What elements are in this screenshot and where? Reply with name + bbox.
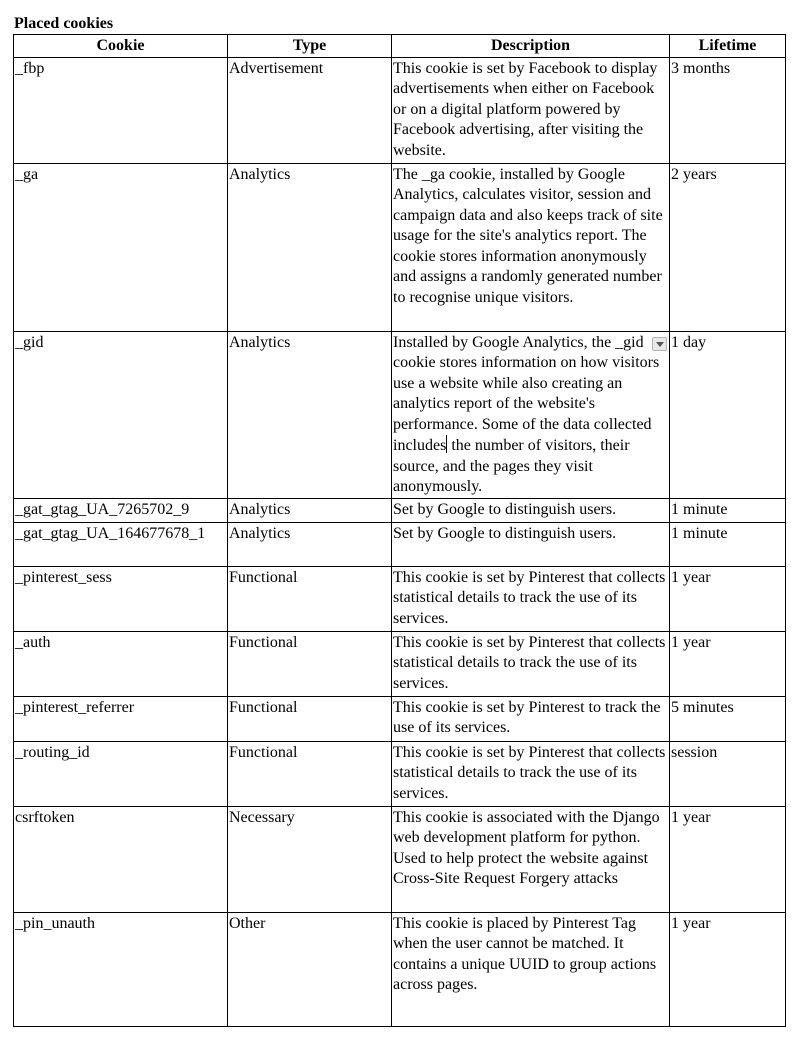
cookie-description: This cookie is placed by Pinterest Tag when the user cannot be matched. It contains a unique UUID to group actions across pages. (392, 912, 670, 1026)
cookie-lifetime: 1 year (670, 806, 786, 912)
cookie-description: The _ga cookie, installed by Google Analytics, calculates visitor, session and campaign data and also keeps track of site usage for the site's analytics report. The cookie stores information anonymously and assigns a randomly generated number to recognise unique visitors. (392, 163, 670, 331)
cookie-type: Advertisement (228, 57, 392, 163)
cookie-name: _gid (14, 331, 228, 498)
table-row (14, 522, 786, 566)
cookie-name: csrftoken (14, 806, 228, 912)
cookie-name: _ga (14, 163, 228, 331)
column-header-cookie: Cookie (14, 35, 228, 58)
cookie-name: _pinterest_referrer (14, 696, 228, 741)
cookie-lifetime: 1 minute (670, 522, 786, 566)
cookie-description: This cookie is set by Facebook to display advertisements when either on Facebook or on a digital platform powered by Facebook advertising, after visiting the website. (392, 57, 670, 163)
cookie-description: Set by Google to distinguish users. (392, 498, 670, 522)
description-text-before-cursor: Installed by Google Analytics, the _gid cookie stores information on how visitors use a website while also creating an analytics report of the website's performance. Some of the data collected includes (393, 333, 660, 454)
cookie-lifetime: 3 months (670, 57, 786, 163)
cookie-lifetime: 2 years (670, 163, 786, 331)
cookie-name: _pin_unauth (14, 912, 228, 1026)
dropdown-arrow-icon[interactable] (652, 337, 667, 351)
column-header-lifetime: Lifetime (670, 35, 786, 58)
cookie-type: Analytics (228, 522, 392, 566)
cookie-lifetime: 1 day (670, 331, 786, 498)
section-title: Placed cookies (14, 15, 114, 32)
cookie-lifetime: 1 year (670, 912, 786, 1026)
table-row (14, 696, 786, 741)
cookie-lifetime: session (670, 741, 786, 806)
cookies-table (13, 34, 786, 1027)
cookie-type: Functional (228, 566, 392, 631)
description-text-after-cursor: the number of visitors, their source, and the pages they visit anonymously. (393, 437, 630, 495)
cookie-name: _auth (14, 631, 228, 696)
table-row (14, 163, 786, 331)
table-header-row (14, 35, 786, 58)
cookie-description: This cookie is set by Pinterest that collects statistical details to track the use of its services. (392, 741, 670, 806)
cookie-name: _gat_gtag_UA_164677678_1 (14, 522, 228, 566)
cookie-name: _gat_gtag_UA_7265702_9 (14, 498, 228, 522)
cookie-type: Other (228, 912, 392, 1026)
cookie-type: Functional (228, 631, 392, 696)
cookie-type: Functional (228, 741, 392, 806)
table-row (14, 57, 786, 163)
table-row (14, 912, 786, 1026)
column-header-type: Type (228, 35, 392, 58)
cookie-description[interactable] (392, 331, 670, 498)
cookie-description: This cookie is associated with the Django web development platform for python. Used to help protect the website against Cross-Site Request Forgery attacks (392, 806, 670, 912)
cookie-name: _routing_id (14, 741, 228, 806)
table-row (14, 331, 786, 498)
table-row (14, 741, 786, 806)
cookie-description: This cookie is set by Pinterest that collects statistical details to track the use of its services. (392, 566, 670, 631)
table-row (14, 806, 786, 912)
cookie-type: Analytics (228, 163, 392, 331)
cookie-lifetime: 1 year (670, 566, 786, 631)
cookie-lifetime: 1 year (670, 631, 786, 696)
column-header-description: Description (392, 35, 670, 58)
cookie-type: Analytics (228, 331, 392, 498)
cookie-description: This cookie is set by Pinterest that collects statistical details to track the use of its services. (392, 631, 670, 696)
table-row (14, 631, 786, 696)
table-row (14, 498, 786, 522)
cookie-type: Functional (228, 696, 392, 741)
cookie-description: This cookie is set by Pinterest to track the use of its services. (392, 696, 670, 741)
cookie-type: Necessary (228, 806, 392, 912)
table-row (14, 566, 786, 631)
cookie-type: Analytics (228, 498, 392, 522)
cookie-name: _fbp (14, 57, 228, 163)
cookie-name: _pinterest_sess (14, 566, 228, 631)
cookie-description: Set by Google to distinguish users. (392, 522, 670, 566)
cookie-lifetime: 1 minute (670, 498, 786, 522)
cookie-lifetime: 5 minutes (670, 696, 786, 741)
